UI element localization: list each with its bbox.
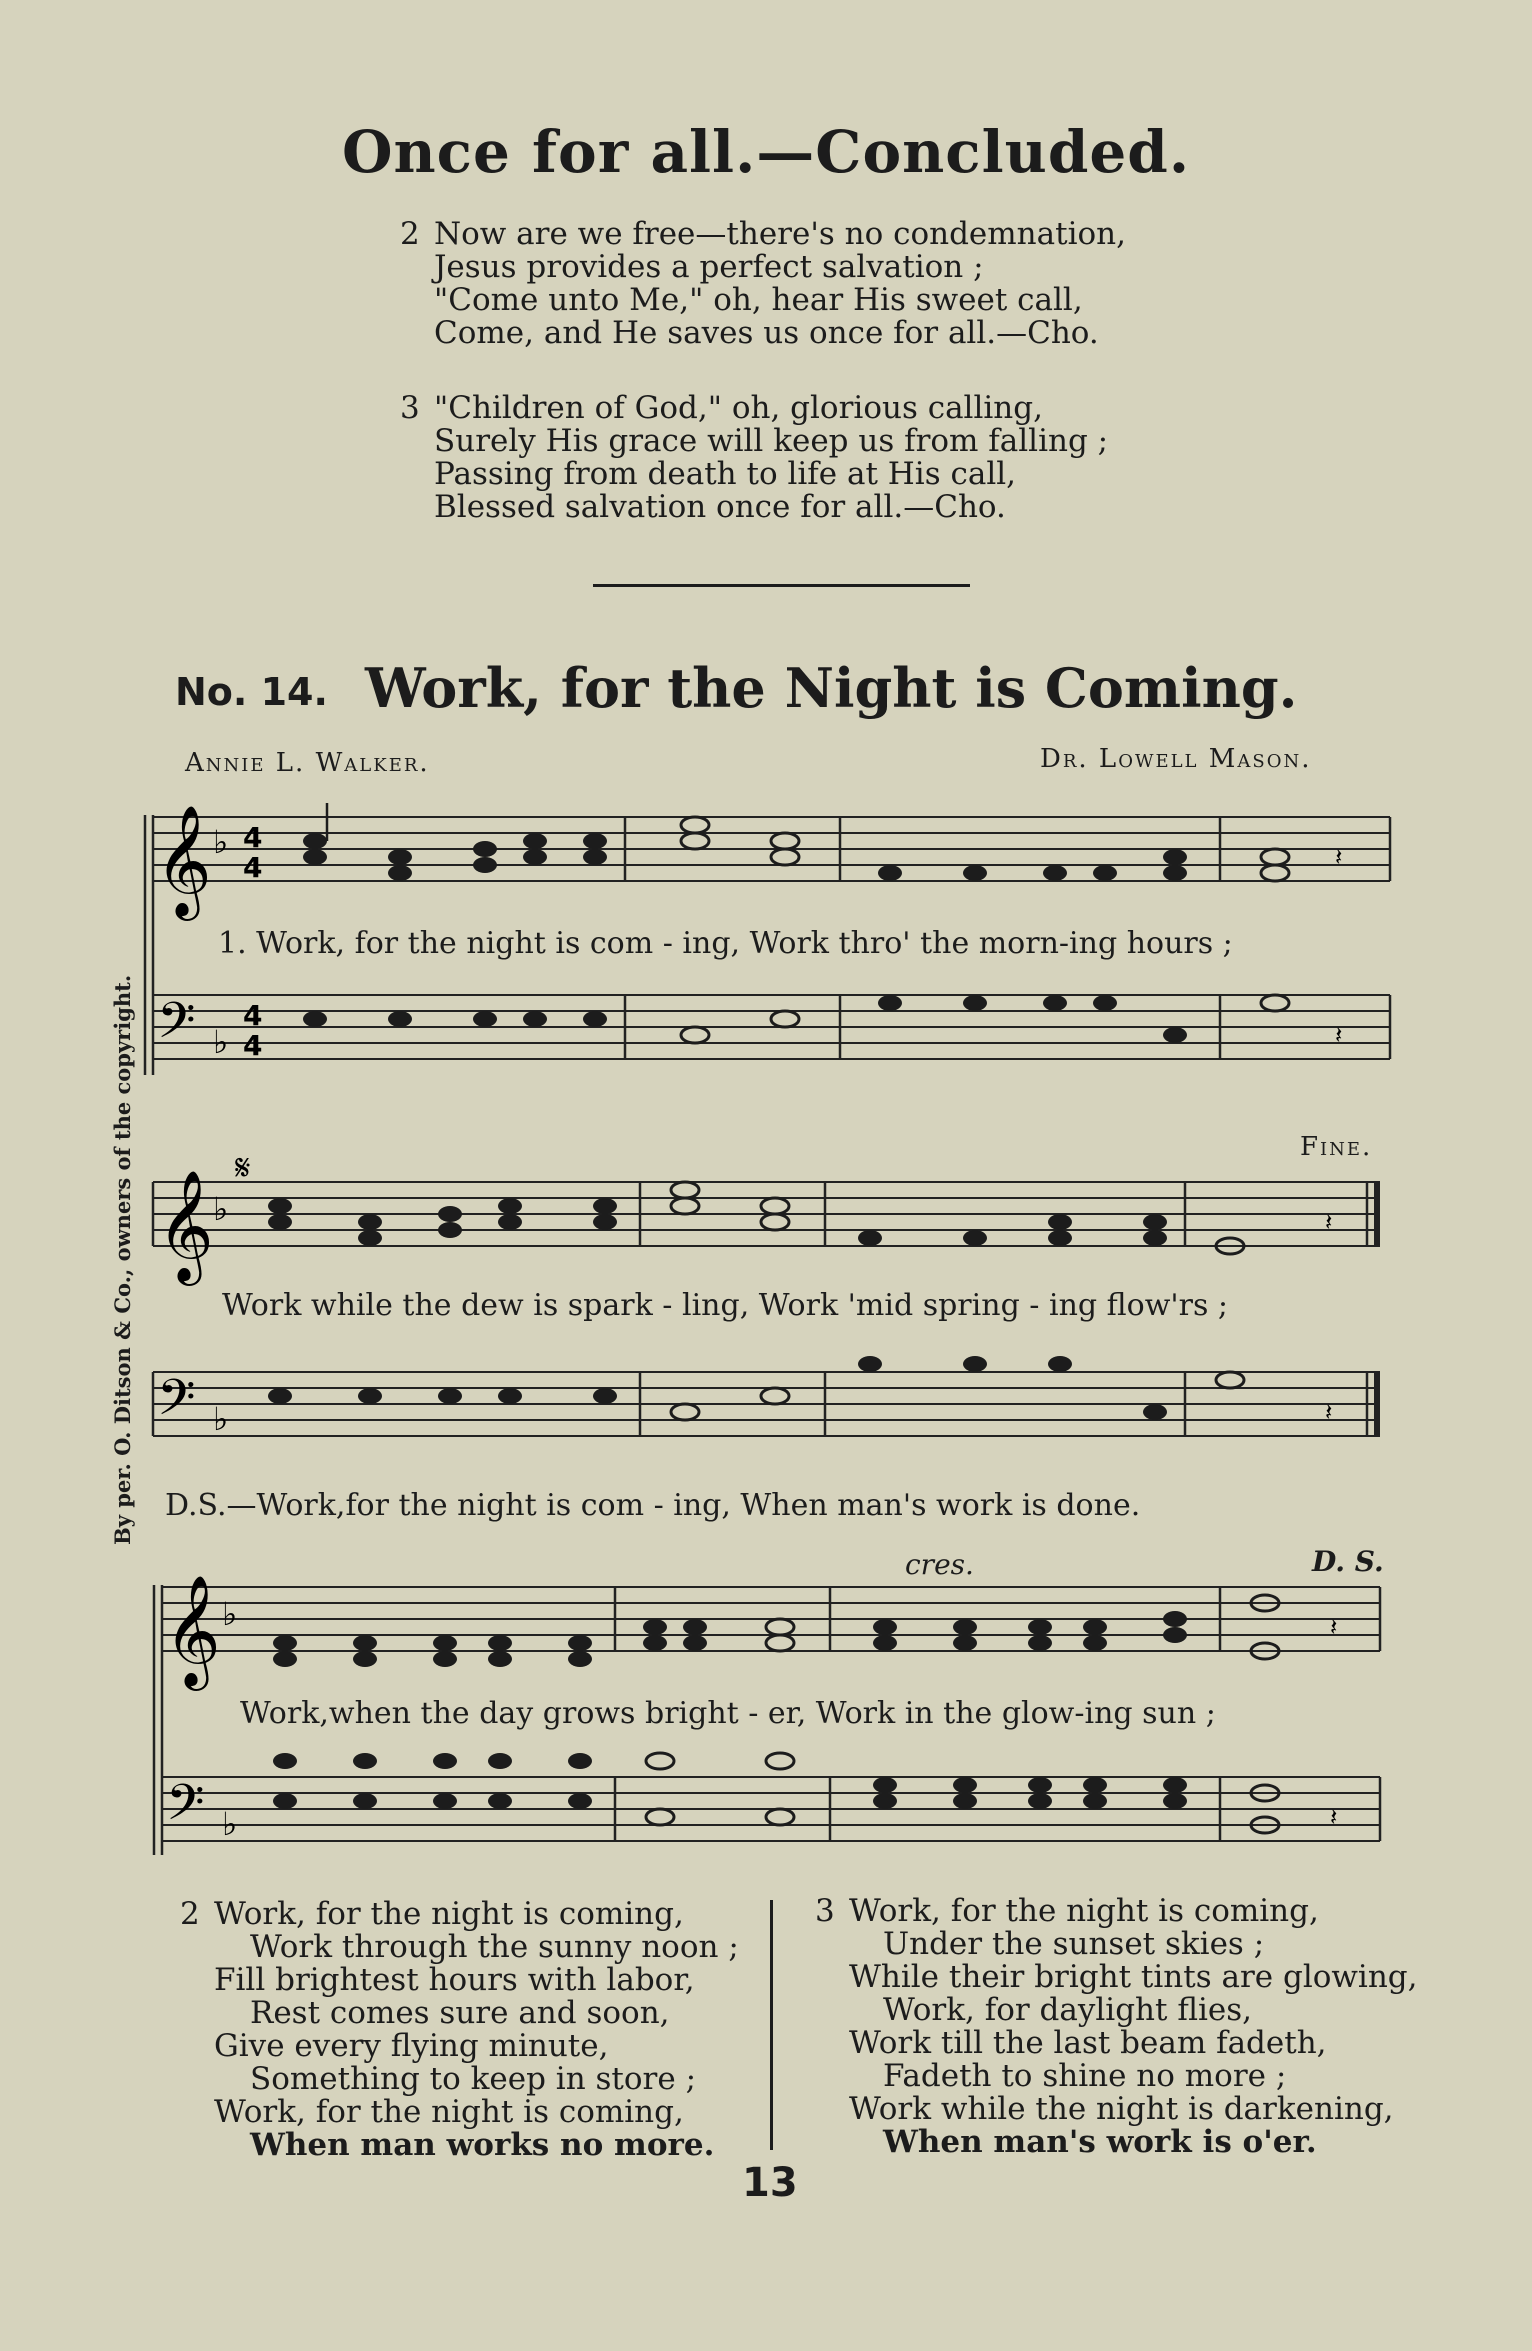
verse-line: When man works no more. — [250, 2127, 715, 2163]
column-divider — [770, 1900, 773, 2150]
verse-line: Rest comes sure and soon, — [250, 1995, 670, 2031]
verse-line: When man's work is o'er. — [883, 2124, 1317, 2160]
verse-line: Fill brightest hours with labor, — [214, 1962, 695, 1998]
time-sig-top: 4 — [243, 999, 263, 1032]
verse-line: Work, for the night is coming, — [214, 2094, 684, 2130]
verse-line: Under the sunset skies ; — [883, 1926, 1265, 1962]
verse-line: 3 Work, for the night is coming, — [815, 1893, 1319, 1929]
verse-line: Passing from death to life at His call, — [434, 456, 1017, 492]
verse-number: 2 — [180, 1896, 200, 1932]
svg-text:𝄽: 𝄽 — [1325, 1208, 1333, 1236]
author: Annie L. Walker. — [185, 748, 430, 778]
verse-line: Work till the last beam fadeth, — [849, 2025, 1327, 2061]
hymn-verse-3 — [815, 1895, 1418, 2159]
composer: Dr. Lowell Mason. — [1040, 744, 1312, 774]
bass-clef-icon: 𝄢 — [157, 992, 196, 1062]
cres-mark: cres. — [905, 1548, 974, 1581]
treble-notes — [268, 1182, 1332, 1254]
treble-notes-m1 — [303, 803, 607, 881]
bass-clef-icon: 𝄢 — [166, 1774, 205, 1844]
treble-notes-m2 — [681, 817, 799, 865]
treble-staff — [162, 1587, 1380, 1651]
lyric-line-3: D.S.—Work,for the night is com - ing, When man's work is done. — [165, 1488, 1141, 1523]
bass-notes — [303, 995, 1342, 1049]
bass-staff — [153, 1372, 1380, 1436]
verse-line: Blessed salvation once for all.—Cho. — [434, 489, 1006, 525]
svg-text:𝄽: 𝄽 — [1335, 843, 1343, 871]
verse-number: 3 — [815, 1893, 835, 1929]
svg-text:𝄽: 𝄽 — [1325, 1398, 1333, 1426]
flat-icon: ♭ — [213, 1023, 229, 1061]
treble-clef-icon: 𝄞 — [155, 804, 212, 916]
hymn-title: Work, for the Night is Coming. — [365, 656, 1298, 720]
verse-line: Give every flying minute, — [214, 2028, 609, 2064]
treble-clef-icon: 𝄞 — [157, 1169, 214, 1281]
lyric-line-1: 1. Work, for the night is com - ing, Work thro' the morn-ing hours ; — [218, 926, 1233, 961]
treble-staff — [153, 1182, 1380, 1246]
copyright-caption: By per. O. Ditson & Co., owners of the copyright. — [110, 974, 135, 1545]
verse-line: Work, for daylight flies, — [883, 1992, 1253, 2028]
concluded-verse-3 — [400, 392, 1108, 524]
verse-line: While their bright tints are glowing, — [849, 1959, 1418, 1995]
ds-mark: D. S. — [1312, 1545, 1384, 1578]
verse-line: 2 Work, for the night is coming, — [180, 1896, 684, 1932]
bass-notes — [268, 1356, 1332, 1426]
section-divider — [593, 584, 970, 587]
verse-line: 3 "Children of God," oh, glorious calling, — [400, 390, 1043, 426]
verse-line: Fadeth to shine no more ; — [883, 2058, 1287, 2094]
segno-icon: 𝄋 — [235, 1148, 251, 1189]
verse-line: Come, and He saves us once for all.—Cho. — [434, 315, 1099, 351]
flat-icon: ♭ — [222, 1595, 238, 1633]
page-title: Once for all.—Concluded. — [341, 118, 1191, 186]
verse-line: Work through the sunny noon ; — [250, 1929, 739, 1965]
svg-text:𝄽: 𝄽 — [1335, 1021, 1343, 1049]
flat-icon: ♭ — [213, 1190, 229, 1228]
verse-line: Surely His grace will keep us from falling ; — [434, 423, 1109, 459]
concluded-verse-2 — [400, 218, 1126, 350]
flat-icon: ♭ — [222, 1805, 238, 1843]
time-sig-bottom: 4 — [243, 1029, 263, 1062]
flat-icon: ♭ — [213, 823, 229, 861]
lyric-line-4: Work,when the day grows bright - er, Work in the glow-ing sun ; — [240, 1696, 1216, 1731]
verse-line: Work while the night is darkening, — [849, 2091, 1394, 2127]
bass-clef-icon: 𝄢 — [157, 1369, 196, 1439]
page-number: 13 — [742, 2160, 798, 2206]
bass-staff — [153, 995, 1390, 1059]
time-sig-top: 4 — [243, 821, 263, 854]
bass-staff — [162, 1777, 1380, 1841]
verse-number: 3 — [400, 390, 420, 426]
treble-clef-icon: 𝄞 — [164, 1574, 221, 1686]
time-sig-bottom: 4 — [243, 851, 263, 884]
verse-line: Jesus provides a perfect salvation ; — [434, 249, 984, 285]
fine-mark: Fine. — [1300, 1132, 1373, 1162]
verse-line: Something to keep in store ; — [250, 2061, 697, 2097]
verse-line: "Come unto Me," oh, hear His sweet call, — [434, 282, 1083, 318]
treble-staff — [153, 817, 1390, 881]
verse-line: 2 Now are we free—there's no condemnation, — [400, 216, 1126, 252]
hymn-verse-2 — [180, 1898, 739, 2162]
treble-notes — [273, 1595, 1337, 1667]
hymn-number: No. 14. — [175, 670, 328, 714]
svg-text:𝄽: 𝄽 — [1330, 1803, 1338, 1831]
lyric-line-2: Work while the dew is spark - ling, Work 'mid spring - ing flow'rs ; — [222, 1288, 1229, 1323]
svg-text:𝄽: 𝄽 — [1330, 1613, 1338, 1641]
verse-number: 2 — [400, 216, 420, 252]
flat-icon: ♭ — [213, 1400, 229, 1438]
